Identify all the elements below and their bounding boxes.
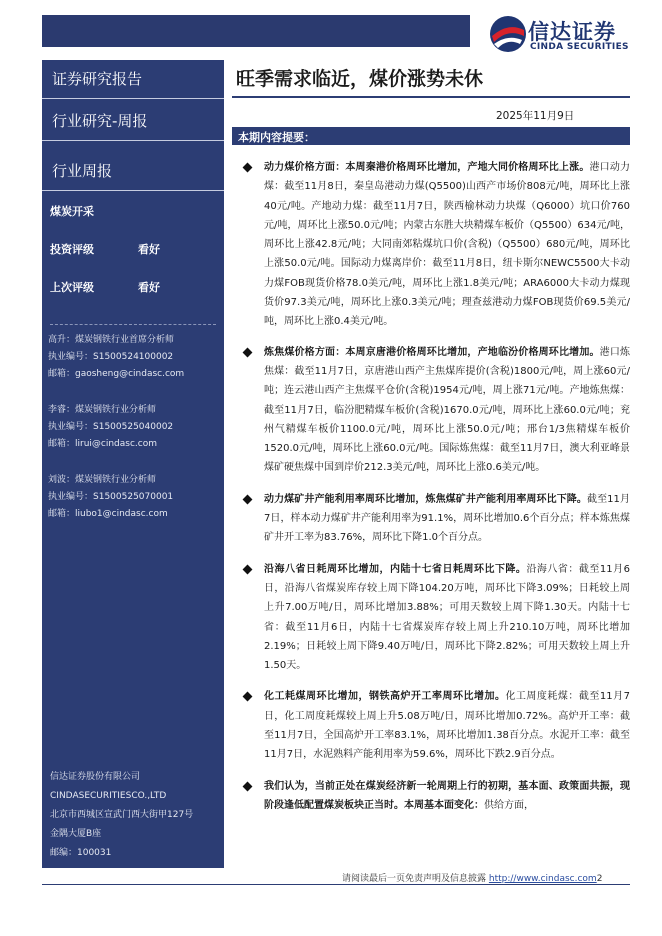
sidebar-divider xyxy=(50,324,216,325)
bullet-lead: 我们认为，当前正处在煤炭经济新一轮周期上行的初期，基本面、政策面共振，现阶段逢低配置煤炭板块正当时。本周基本面变化： xyxy=(264,780,630,811)
logo-cn-text: 信达证券 xyxy=(528,20,616,44)
bullet-lead: 动力煤矿井产能利用率周环比增加，炼焦煤矿井产能利用率周环比下降。 xyxy=(264,493,587,505)
bullet-lead: 炼焦煤价格方面：本周京唐港价格周环比增加，产地临汾价格周环比增加。 xyxy=(264,346,600,358)
list-item xyxy=(242,560,630,676)
analyst-card xyxy=(48,472,173,523)
analyst-email[interactable]: 邮箱：liubo1@cindasc.com xyxy=(48,509,168,519)
list-item xyxy=(242,777,630,816)
page-footer xyxy=(342,871,602,884)
prev-rating-label: 上次评级 xyxy=(50,281,94,294)
diamond-bullet-icon xyxy=(243,692,253,702)
diamond-bullet-icon xyxy=(243,347,253,357)
company-name-en: CINDASECURITIESCO.,LTD xyxy=(50,791,167,801)
logo-en-text: CINDA SECURITIES xyxy=(530,42,629,52)
footer-divider xyxy=(42,884,630,885)
report-date: 2025年11月9日 xyxy=(496,110,575,122)
company-building: 金隅大厦B座 xyxy=(50,829,102,839)
analyst-license: 执业编号：S1500525070001 xyxy=(48,492,174,502)
analyst-license: 执业编号：S1500525040002 xyxy=(48,422,174,432)
list-item xyxy=(242,490,630,548)
summary-list xyxy=(242,158,630,815)
rating-label: 投资评级 xyxy=(50,243,94,256)
analyst-name: 李睿：煤炭钢铁行业分析师 xyxy=(48,405,157,415)
company-address: 北京市西城区宣武门西大街甲127号 xyxy=(50,810,194,820)
analyst-name: 高升：煤炭钢铁行业首席分析师 xyxy=(48,335,175,345)
diamond-bullet-icon xyxy=(243,494,253,504)
bullet-lead: 动力煤价格方面：本周秦港价格周环比增加，产地大同价格周环比上涨。 xyxy=(264,162,590,173)
analyst-name: 刘波：煤炭钢铁行业分析师 xyxy=(48,475,157,485)
bullet-lead: 化工耗煤周环比增加，钢铁高炉开工率周环比增加。 xyxy=(264,691,506,703)
cinda-logo xyxy=(488,14,648,56)
page-number: 2 xyxy=(596,874,603,884)
bullet-text: 港口炼焦煤：截至11月7日，京唐港山西产主焦煤库提价(含税)1800元/吨，周上涨60元/吨；连云港山西产主焦煤平仓价(含税)1954元/吨，周上涨71元/吨。产地炼焦煤：截至11月7日，临汾肥精煤车板价(含税)1670.0元/吨，周环比上涨60.0元/吨；兖州气精煤车板价1100.0元/吨，周环比上涨50.0元/吨；邢台1/3焦精煤车板价1520.0元/吨，周环比上涨60.0元/吨。国际炼焦煤：截至11月7日，澳大利亚峰景煤矿硬焦煤中国到岸价212.3美元/吨，周环比上涨0.6美元/吨。 xyxy=(264,346,630,474)
bullet-text: 港口动力煤：截至11月8日，秦皇岛港动力煤(Q5500)山西产市场价808元/吨，周环比上涨40元/吨。产地动力煤：截至11月7日，陕西榆林动力块煤（Q6000）坑口价760元/吨，周环比上涨50.0元/吨；内蒙古东胜大块精煤车板价（Q5500）634元/吨，周环比上涨42.8元/吨；大同南郊粘煤坑口价(含税)（Q5500）680元/吨，周环比上涨50.0元/吨。国际动力煤离岸价：截至11月8日，纽卡斯尔NEWC5500大卡动力煤FOB现货价格78.0美元/吨，周环比上涨1.8美元/吨；ARA6000大卡动力煤现货价97.3美元/吨，周环比上涨0.3美元/吨；理查兹港动力煤FOB现货价69.5美元/吨，周环比上涨0.4美元/吨。 xyxy=(264,162,631,328)
list-item xyxy=(242,158,630,332)
report-type-block xyxy=(42,60,224,99)
disclaimer-note: 请阅读最后一页免责声明及信息披露 xyxy=(342,874,487,884)
prev-rating-value: 看好 xyxy=(138,281,160,294)
summary-label: 本期内容提要： xyxy=(238,131,315,144)
analyst-license: 执业编号：S1500524100002 xyxy=(48,352,174,362)
rating-value: 看好 xyxy=(138,243,160,256)
bullet-lead: 沿海八省日耗周环比增加，内陆十七省日耗周环比下降。 xyxy=(264,563,527,575)
analyst-card xyxy=(48,332,184,383)
header-banner xyxy=(42,15,470,47)
analyst-card xyxy=(48,402,173,453)
logo-mark-icon xyxy=(488,14,528,54)
diamond-bullet-icon xyxy=(243,163,253,173)
diamond-bullet-icon xyxy=(243,564,253,574)
bullet-text: 化工周度耗煤：截至11月7日，化工周度耗煤较上周上升5.08万吨/日，周环比增加0.72%。高炉开工率：截至11月7日，全国高炉开工率83.1%，周环比增加1.38百分点。水泥开工率：截至11月7日，水泥熟料产能利用率为59.6%，周环比下跌2.9百分点。 xyxy=(264,691,630,761)
weekly-label: 行业周报 xyxy=(52,162,113,180)
company-name: 信达证券股份有限公司 xyxy=(50,772,141,782)
report-type: 证券研究报告 xyxy=(52,70,143,88)
company-postcode: 邮编：100031 xyxy=(50,848,112,858)
bullet-text: 沿海八省：截至11月6日，沿海八省煤炭库存较上周下降104.20万吨，周环比下降3.09%；日耗较上周上升7.00万吨/日，周环比增加3.88%；可用天数较上周下降1.30天。内陆十七省：截至11月6日，内陆十七省煤炭库存较上周上升210.10万吨，周环比增加2.19%；日耗较上周下降9.40万吨/日，周环比下降2.82%；可用天数较上周上升1.50天。 xyxy=(264,563,630,672)
bullet-text: 截至11月7日，样本动力煤矿井产能利用率为91.1%，周环比增加0.6个百分点；样本炼焦煤矿井开工率为83.76%，周环比下降1.0个百分点。 xyxy=(264,493,631,544)
analyst-email[interactable]: 邮箱：gaosheng@cindasc.com xyxy=(48,369,185,379)
company-info xyxy=(50,768,193,863)
industry-label: 煤炭开采 xyxy=(50,205,94,218)
list-item xyxy=(242,687,630,764)
website-link[interactable]: http://www.cindasc.com xyxy=(488,874,597,884)
title-divider xyxy=(232,96,630,98)
summary-header xyxy=(232,127,630,145)
analyst-email[interactable]: 邮箱：lirui@cindasc.com xyxy=(48,439,158,449)
research-type: 行业研究-周报 xyxy=(52,112,148,130)
page-title: 旺季需求临近，煤价涨势未休 xyxy=(236,68,484,90)
list-item xyxy=(242,343,630,478)
research-type-block xyxy=(42,102,224,141)
bullet-text: 供给方面， xyxy=(484,799,534,811)
left-sidebar xyxy=(42,60,224,868)
diamond-bullet-icon xyxy=(243,781,253,791)
weekly-block xyxy=(42,152,224,191)
